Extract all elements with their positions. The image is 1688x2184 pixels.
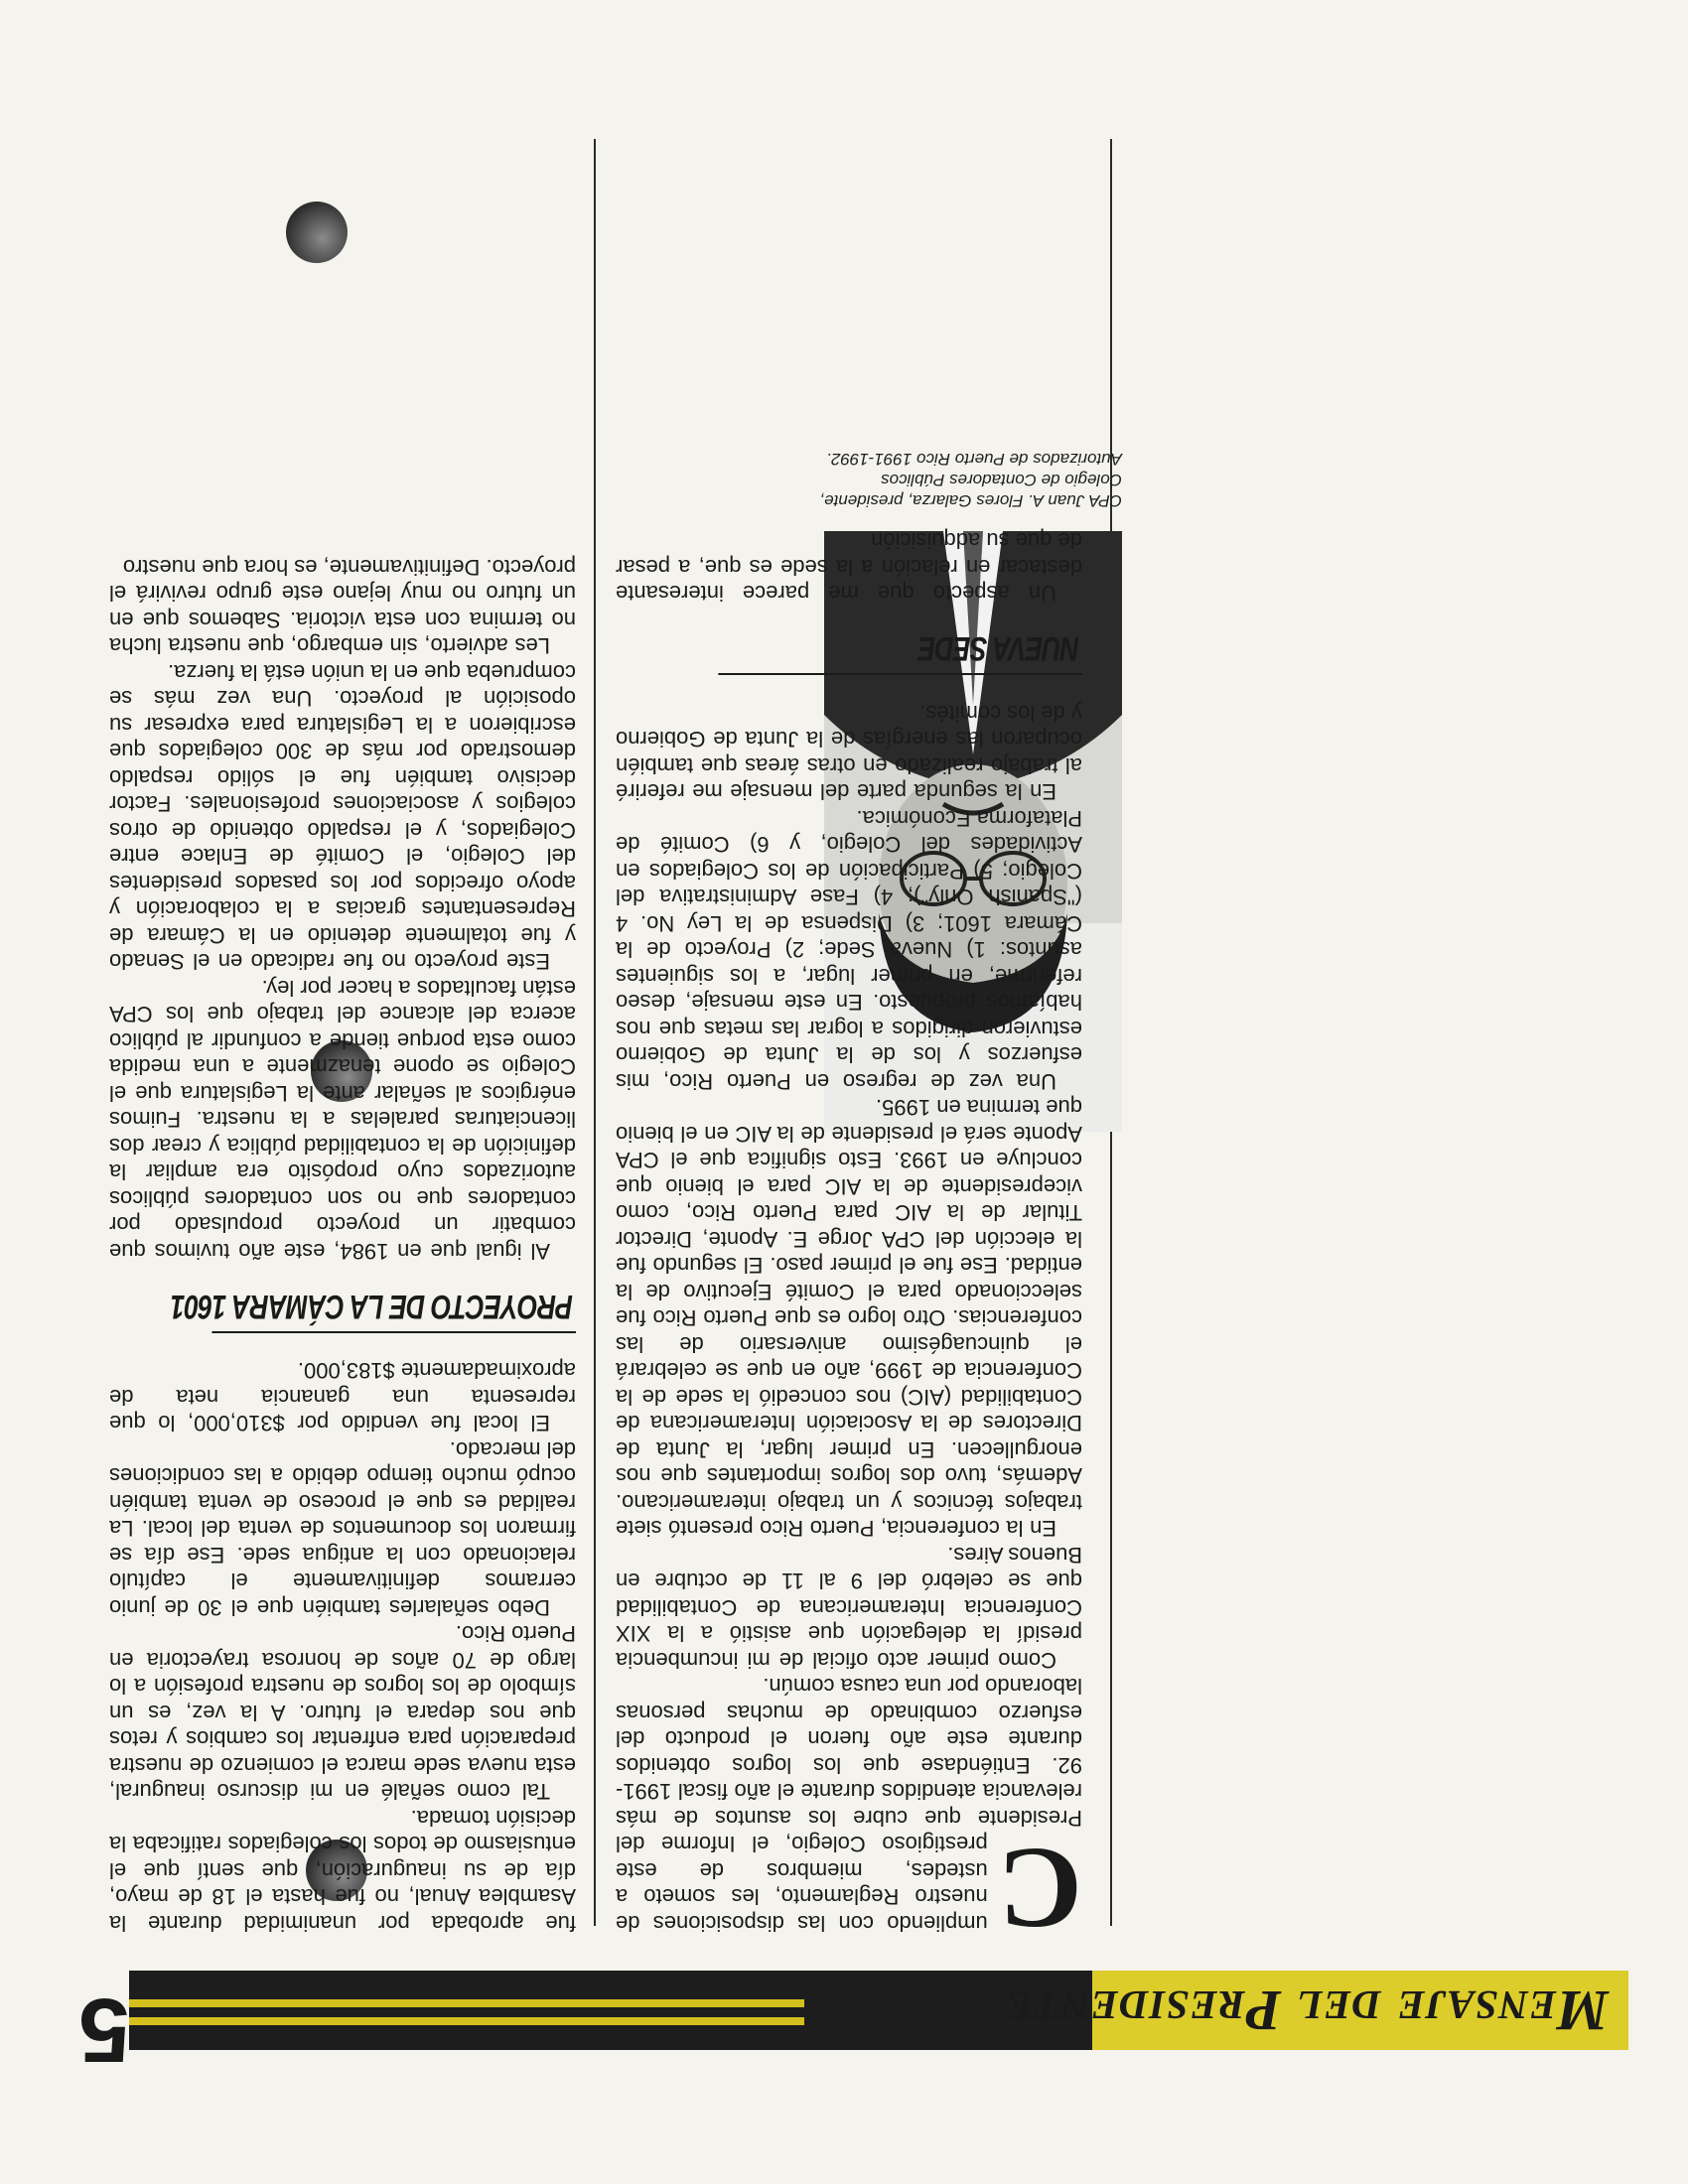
header-rule — [129, 1999, 804, 2007]
paragraph: Tal como señalé en mi discurso inaugural, esta nueva sede marca el comienzo de nuestra preparación para enfrentar los cambios y retos que nos depara el futuro. A la vez, es un símbolo de los logros de nuestra profesión a lo largo de 70 años de honrosa trayectoria en Puerto Rico. — [109, 1621, 576, 1805]
drop-cap: C — [997, 1824, 1082, 1954]
header-rule — [129, 2017, 804, 2025]
column-divider — [594, 139, 596, 1926]
paragraph: Debo señalarles también que el 30 de junio cerramos definitivamente el capítulo relacionado con la antigua sede. Ese día se firmaron los documentos de venta del local. La realidad es que el proceso de venta también ocupó mucho tiempo debido a las condiciones del mercado. — [109, 1437, 576, 1620]
page-number: 5 — [78, 1979, 130, 2081]
paragraph: Este proyecto no fue radicado en el Senado y fue totalmente detenido en la Cámara de Representantes gracias a la colaboración y apoyo ofrecidos por los pasados presidentes del Colegio, el Comité de Enlace entre Colegiados, y el respaldo obtenido de otros colegios y asociaciones profesionales. Factor decisivo también fue el sólido respaldo demostrado por más de 300 colegiados que escribieron a la Legislatura para expresar su oposición al proyecto. Una vez más se comprueba que en la unión está la fuerza. — [109, 660, 576, 975]
heading-nueva-sede: NUEVA SEDE — [718, 624, 1082, 676]
paragraph: Una vez de regreso en Puerto Rico, mis esfuerzos y los de la Junta de Gobierno estuvieron dirigidos a lograr las metas que nos habíamos propuesto. En este mensaje, deseo referirme, en primer lugar, a los siguientes asuntos: 1) Nueva Sede; 2) Proyecto de la Cámara 1601; 3) Dispensa de la Ley No. 4 ("Spanish Only"); 4) Fase Administrativa del Colegio; 5) Participación de los Colegiados en Actividades del Colegio, y 6) Comité de Plataforma Económica. — [616, 806, 1082, 1094]
paragraph: Al igual que en 1984, este año tuvimos que combatir un proyecto propulsado por contadores que no son contadores públicos autorizados cuyo propósito era ampliar la definición de la contabilidad pública y crear dos licenciaturas paralelas a la nuestra. Fuimos enérgicos al señalar ante la Legislatura que el Colegio se opone tenazmente a una medida como esta porque tiende a confundir al público acerca del alcance del trabajo que los CPA están facultados a hacer por ley. — [109, 976, 576, 1264]
opening-paragraph — [616, 1673, 1082, 1954]
paragraph: Como primer acto oficial de mi incumbencia presidí la delegación que asistió a la XIX Conferencia Interamericana de Contabilidad que se celebró del 9 al 11 de octubre en Buenos Aires. — [616, 1543, 1082, 1673]
paragraph: Les advierto, sin embargo, que nuestra lucha no termina con esta victoria. Sabemos que en un futuro no muy lejano este grupo revivirá el proyecto. Definitivamente, es hora que nuestro — [109, 555, 576, 659]
paragraph: En la conferencia, Puerto Rico presentó siete trabajos técnicos y un trabajo interamericano. Además, tuvo dos logros importantes que nos enorgullecen. En primer lugar, la Junta de Directores de la Asociación Interamericana de Contabilidad (AIC) nos concedió la sede de la Conferencia de 1999, año en que se celebrará el quincuagésimo aniversario de las conferencias. Otro logro es que Puerto Rico fue seleccionado para el Comité Ejecutivo de la entidad. Ese fue el primer paso. El segundo fue la elección del CPA Jorge E. Aponte, Director Titular de la AIC para Puerto Rico, como vicepresidente de la AIC para el bienio que concluye en 1993. Esto significa que el CPA Aponte será el presidente de la AIC en el bienio que termina en 1995. — [616, 1095, 1082, 1542]
binder-hole-top — [286, 202, 348, 263]
paragraph: En la segunda parte del mensaje me referiré al trabajo realizado en otras áreas que también ocuparon las energías de la Junta de Gobierno y de los comités. — [616, 701, 1082, 805]
section-title: Mensaje del Presidente — [1005, 1979, 1609, 2043]
paragraph: fue aprobada por unanimidad durante la Asamblea Anual, no fue hasta el 18 de mayo, día de su inauguración, que sentí que el entusiasmo de todos los colegiados ratificaba la decisión tomada. — [109, 1806, 576, 1936]
article-column-left — [616, 527, 1082, 1954]
article-column-right — [109, 554, 576, 1937]
paragraph: Un aspecto que me parece interesante destacar en relación a la sede es que, a pesar de que su adquisición — [616, 528, 1082, 607]
paragraph-text: umpliendo con las disposiciones de nuestro Reglamento, les someto a ustedes, miembros de este prestigioso Colegio, el Informe del Presidente que cubre los asuntos de más relevancia atendidos durante el año fiscal 1991-92. Entiéndase que los logros obtenidos durante este año fueron el producto del esfuerzo combinado de muchas personas laborando por una causa común. — [616, 1674, 1082, 1936]
paragraph: El local fue vendido por $310,000, lo que representa una ganancia neta de aproximadamente $183,000. — [109, 1358, 576, 1436]
photo-caption: CPA Juan A. Flores Galarza, presidente, Colegio de Contadores Públicos Autorizados de Puerto Rico 1991-1992. — [819, 450, 1122, 510]
heading-proyecto-camara: PROYECTO DE LA CÁMARA 1601 — [211, 1282, 576, 1333]
